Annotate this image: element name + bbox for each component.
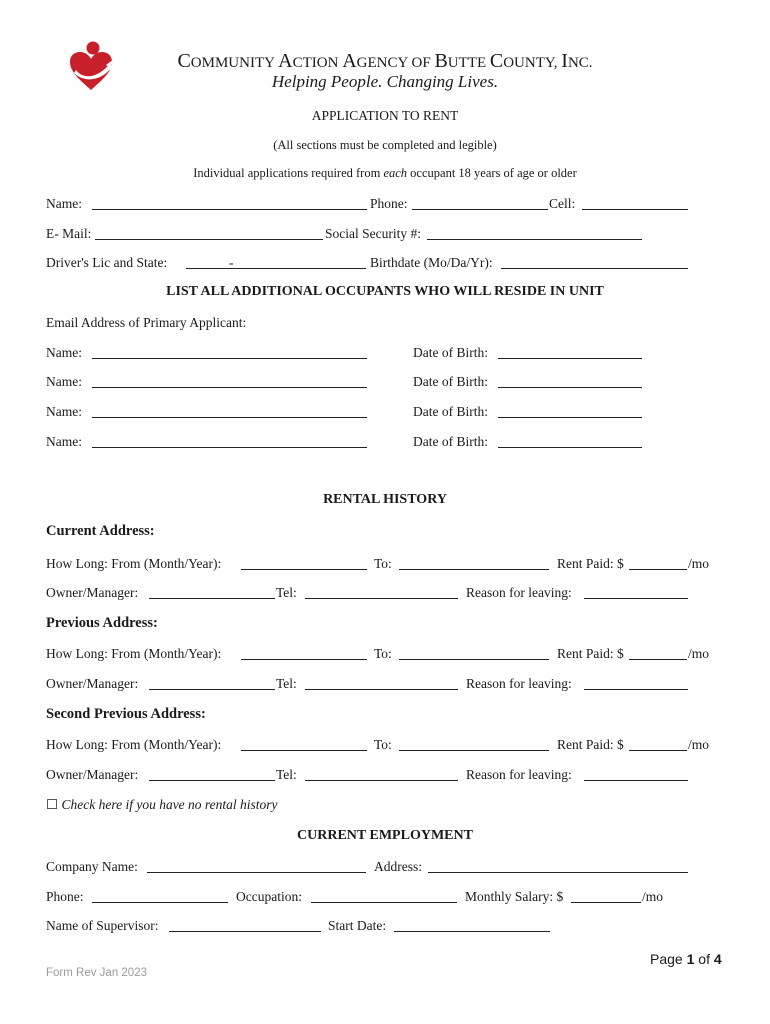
occupant-dob-label: Date of Birth:	[413, 404, 488, 419]
occupant-dob-field[interactable]	[498, 387, 642, 388]
salary-per-month-label: /mo	[642, 889, 664, 904]
tel-field[interactable]	[305, 598, 458, 599]
address-field[interactable]	[428, 872, 688, 873]
instructions-note: (All sections must be completed and legible)	[273, 138, 497, 152]
rent-paid-label: Rent Paid: $	[557, 646, 624, 661]
occupant-name-label: Name:	[46, 404, 82, 419]
occupation-label: Occupation:	[236, 889, 302, 904]
owner-manager-field[interactable]	[149, 780, 275, 781]
primary-email-label: Email Address of Primary Applicant:	[46, 315, 247, 330]
cell-field[interactable]	[582, 209, 688, 210]
owner-manager-label: Owner/Manager:	[46, 585, 139, 600]
page-number: Page 1 of 4	[650, 951, 722, 967]
per-month-label: /mo	[688, 737, 710, 752]
occupant-dob-label: Date of Birth:	[413, 374, 488, 389]
tel-field[interactable]	[305, 780, 458, 781]
ssn-field[interactable]	[427, 239, 642, 240]
per-month-label: /mo	[688, 646, 710, 661]
email-label: E- Mail:	[46, 226, 92, 241]
per-month-label: /mo	[688, 556, 710, 571]
license-dash: -	[229, 255, 234, 270]
to-field[interactable]	[399, 750, 549, 751]
from-field[interactable]	[241, 569, 367, 570]
name-label: Name:	[46, 196, 82, 211]
reason-field[interactable]	[584, 689, 688, 690]
checkbox-icon[interactable]: ☐	[46, 797, 59, 812]
form-title: APPLICATION TO RENT	[311, 108, 459, 123]
occupant-name-field[interactable]	[92, 447, 367, 448]
tagline: Helping People. Changing Lives.	[271, 72, 499, 91]
occupant-dob-field[interactable]	[498, 358, 642, 359]
phone-label: Phone:	[370, 196, 408, 211]
tel-label: Tel:	[276, 676, 297, 691]
tel-label: Tel:	[276, 767, 297, 782]
form-revision: Form Rev Jan 2023	[46, 967, 147, 979]
owner-manager-label: Owner/Manager:	[46, 767, 139, 782]
monthly-salary-label: Monthly Salary: $	[465, 889, 564, 904]
owner-manager-label: Owner/Manager:	[46, 676, 139, 691]
occupant-name-label: Name:	[46, 434, 82, 449]
how-long-label: How Long: From (Month/Year):	[46, 737, 222, 752]
current-address-heading: Current Address:	[46, 523, 155, 539]
occupation-field[interactable]	[311, 902, 457, 903]
occupant-dob-label: Date of Birth:	[413, 434, 488, 449]
start-date-field[interactable]	[394, 931, 550, 932]
employment-heading: CURRENT EMPLOYMENT	[297, 828, 473, 843]
no-rental-history-option[interactable]	[46, 797, 278, 813]
phone-field[interactable]	[412, 209, 548, 210]
organization-name: COMMUNITY ACTION AGENCY OF BUTTE COUNTY, INC.	[177, 50, 593, 72]
name-field[interactable]	[92, 209, 367, 210]
occupants-heading: LIST ALL ADDITIONAL OCCUPANTS WHO WILL RESIDE IN UNIT	[166, 284, 604, 299]
occupant-dob-field[interactable]	[498, 417, 642, 418]
employer-phone-label: Phone:	[46, 889, 84, 904]
email-field[interactable]	[95, 239, 323, 240]
rent-paid-label: Rent Paid: $	[557, 556, 624, 571]
reason-label: Reason for leaving:	[466, 585, 572, 600]
from-field[interactable]	[241, 750, 367, 751]
owner-manager-field[interactable]	[149, 689, 275, 690]
to-field[interactable]	[399, 659, 549, 660]
reason-field[interactable]	[584, 780, 688, 781]
rent-paid-field[interactable]	[629, 750, 687, 751]
second-previous-address-heading: Second Previous Address:	[46, 706, 206, 722]
occupant-dob-label: Date of Birth:	[413, 345, 488, 360]
birthdate-label: Birthdate (Mo/Da/Yr):	[370, 255, 493, 270]
rental-history-heading: RENTAL HISTORY	[323, 492, 447, 507]
no-rental-history-label: Check here if you have no rental history	[61, 797, 278, 812]
previous-address-heading: Previous Address:	[46, 615, 158, 631]
reason-label: Reason for leaving:	[466, 676, 572, 691]
to-label: To:	[374, 646, 392, 661]
rent-paid-label: Rent Paid: $	[557, 737, 624, 752]
reason-field[interactable]	[584, 598, 688, 599]
to-label: To:	[374, 556, 392, 571]
supervisor-label: Name of Supervisor:	[46, 918, 159, 933]
occupant-dob-field[interactable]	[498, 447, 642, 448]
company-name-field[interactable]	[147, 872, 366, 873]
tel-field[interactable]	[305, 689, 458, 690]
occupant-name-field[interactable]	[92, 387, 367, 388]
drivers-license-label: Driver's Lic and State:	[46, 255, 168, 270]
monthly-salary-field[interactable]	[571, 902, 641, 903]
occupant-name-field[interactable]	[92, 358, 367, 359]
to-label: To:	[374, 737, 392, 752]
address-label: Address:	[374, 859, 422, 874]
occupant-name-label: Name:	[46, 345, 82, 360]
occupant-name-field[interactable]	[92, 417, 367, 418]
occupant-requirement-note: Individual applications required from each occupant 18 years of age or older	[193, 166, 577, 180]
how-long-label: How Long: From (Month/Year):	[46, 556, 222, 571]
occupant-name-label: Name:	[46, 374, 82, 389]
start-date-label: Start Date:	[328, 918, 387, 933]
supervisor-field[interactable]	[169, 931, 321, 932]
how-long-label: How Long: From (Month/Year):	[46, 646, 222, 661]
to-field[interactable]	[399, 569, 549, 570]
rent-paid-field[interactable]	[629, 659, 687, 660]
reason-label: Reason for leaving:	[466, 767, 572, 782]
rent-paid-field[interactable]	[629, 569, 687, 570]
employer-phone-field[interactable]	[92, 902, 228, 903]
company-name-label: Company Name:	[46, 859, 138, 874]
tel-label: Tel:	[276, 585, 297, 600]
birthdate-field[interactable]	[501, 268, 688, 269]
from-field[interactable]	[241, 659, 367, 660]
owner-manager-field[interactable]	[149, 598, 275, 599]
cell-label: Cell:	[549, 196, 576, 211]
drivers-license-field[interactable]	[186, 268, 366, 269]
ssn-label: Social Security #:	[325, 226, 421, 241]
